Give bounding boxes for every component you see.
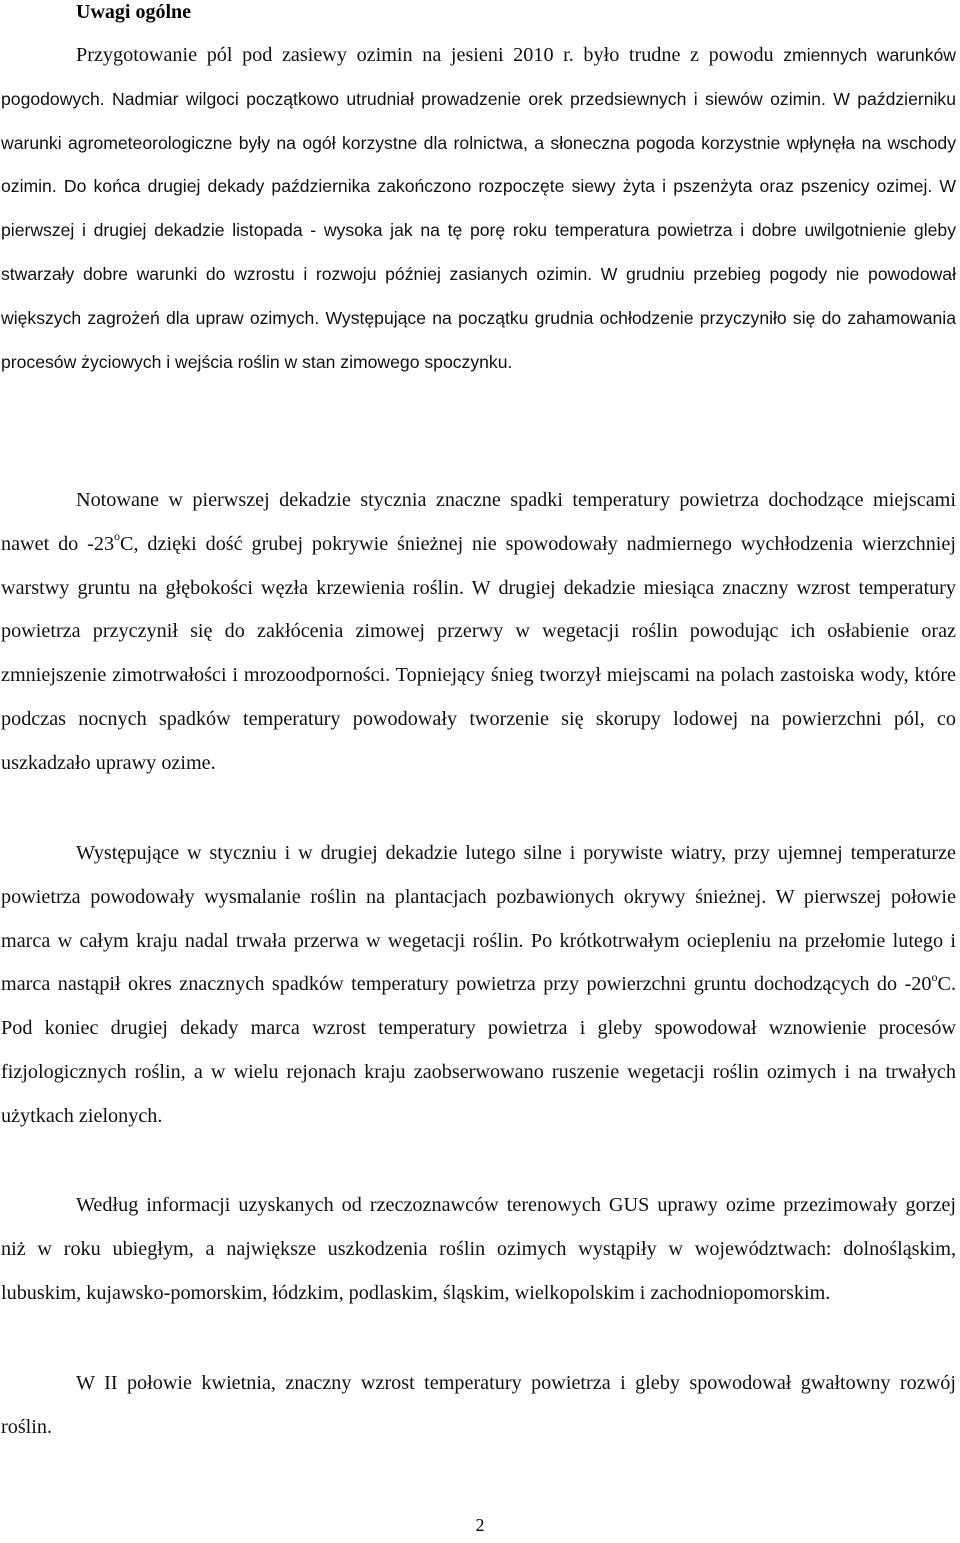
paragraph-autumn-conditions-sans-part: zmiennych warunków pogodowych. Nadmiar wilgoci początkowo utrudniał prowadzenie orek przedsiewnych i siewów ozimin. W październiku warunki agrometeorologiczne były na ogół korzystne dla rolnictwa, a słoneczna pogoda korzystnie wpłynęła na wschody ozimin. Do końca drugiej dekady października zakończono rozpoczęte siewy żyta i pszenżyta oraz pszenicy ozimej. W pierwszej i drugiej dekadzie listopada - wysoka jak na tę porę roku temperatura powietrza i dobre uwilgotnienie gleby stwarzały dobre warunki do wzrostu i rozwoju później zasianych ozimin. W grudniu przebieg pogody nie powodował większych zagrożeń dla upraw ozimych. Występujące na początku grudnia ochłodzenie przyczyniło się do zahamowania procesów życiowych i wejścia roślin w stan zimowego spoczynku. [1,45,956,372]
paragraph-january-frost [1,479,956,786]
paragraph-january-frost-text-a: Notowane w pierwszej dekadzie stycznia znaczne spadki temperatury powietrza dochodzące miejscami nawet do -23 [1,489,956,555]
degree-symbol: o [931,969,938,984]
degree-symbol: o [114,529,121,544]
paragraph-winds-and-march-text-a: Występujące w styczniu i w drugiej dekadzie lutego silne i porywiste wiatry, przy ujemnej temperaturze powietrza powodowały wysmalanie roślin na plantacjach pozbawionych okrywy śnieżnej. W pierwszej połowie marca w całym kraju nadal trwała przerwa w wegetacji roślin. Po krótkotrwałym ociepleniu na przełomie lutego i marca nastąpił okres znacznych spadków temperatury powietrza przy powierzchni gruntu dochodzących do -20 [1,842,956,996]
paragraph-winds-and-march [1,832,956,1139]
page-number: 2 [475,1515,485,1535]
paragraph-gus-assessment: Według informacji uzyskanych od rzeczoznawców terenowych GUS uprawy ozime przezimowały gorzej niż w roku ubiegłym, a największe uszkodzenia roślin ozimych wystąpiły w województwach: dolnośląskim, lubuskim, kujawsko-pomorskim, łódzkim, podlaskim, śląskim, wielkopolskim i zachodniopomorskim. [1,1194,956,1304]
paragraph-april-growth: W II połowie kwietnia, znaczny wzrost temperatury powietrza i gleby spowodował gwałtowny rozwój roślin. [1,1372,956,1438]
paragraph-january-frost-text-b: C, dzięki dość grubej pokrywie śnieżnej nie spowodowały nadmiernego wychłodzenia wierzchniej warstwy gruntu na głębokości węzła krzewienia roślin. W drugiej dekadzie miesiąca znaczny wzrost temperatury powietrza przyczynił się do zakłócenia zimowej przerwy w wegetacji roślin powodując ich osłabienie oraz zmniejszenie zimotrwałości i mrozoodporności. Topniejący śnieg tworzył miejscami na polach zastoiska wody, które podczas nocnych spadków temperatury powodowały tworzenie się skorupy lodowej na powierzchni pól, co uszkadzało uprawy ozime. [1,532,956,774]
paragraph-autumn-conditions-serif-part: Przygotowanie pól pod zasiewy ozimin na jesieni 2010 r. było trudne z powodu [76,44,784,66]
section-heading: Uwagi ogólne [76,1,191,23]
paragraph-winds-and-march-text-b: C. Pod koniec drugiej dekady marca wzrost temperatury powietrza i gleby spowodował wznowienie procesów fizjologicznych roślin, a w wielu rejonach kraju zaobserwowano ruszenie wegetacji roślin ozimych i na trwałych użytkach zielonych. [1,973,956,1127]
paragraph-autumn-conditions [1,34,956,384]
